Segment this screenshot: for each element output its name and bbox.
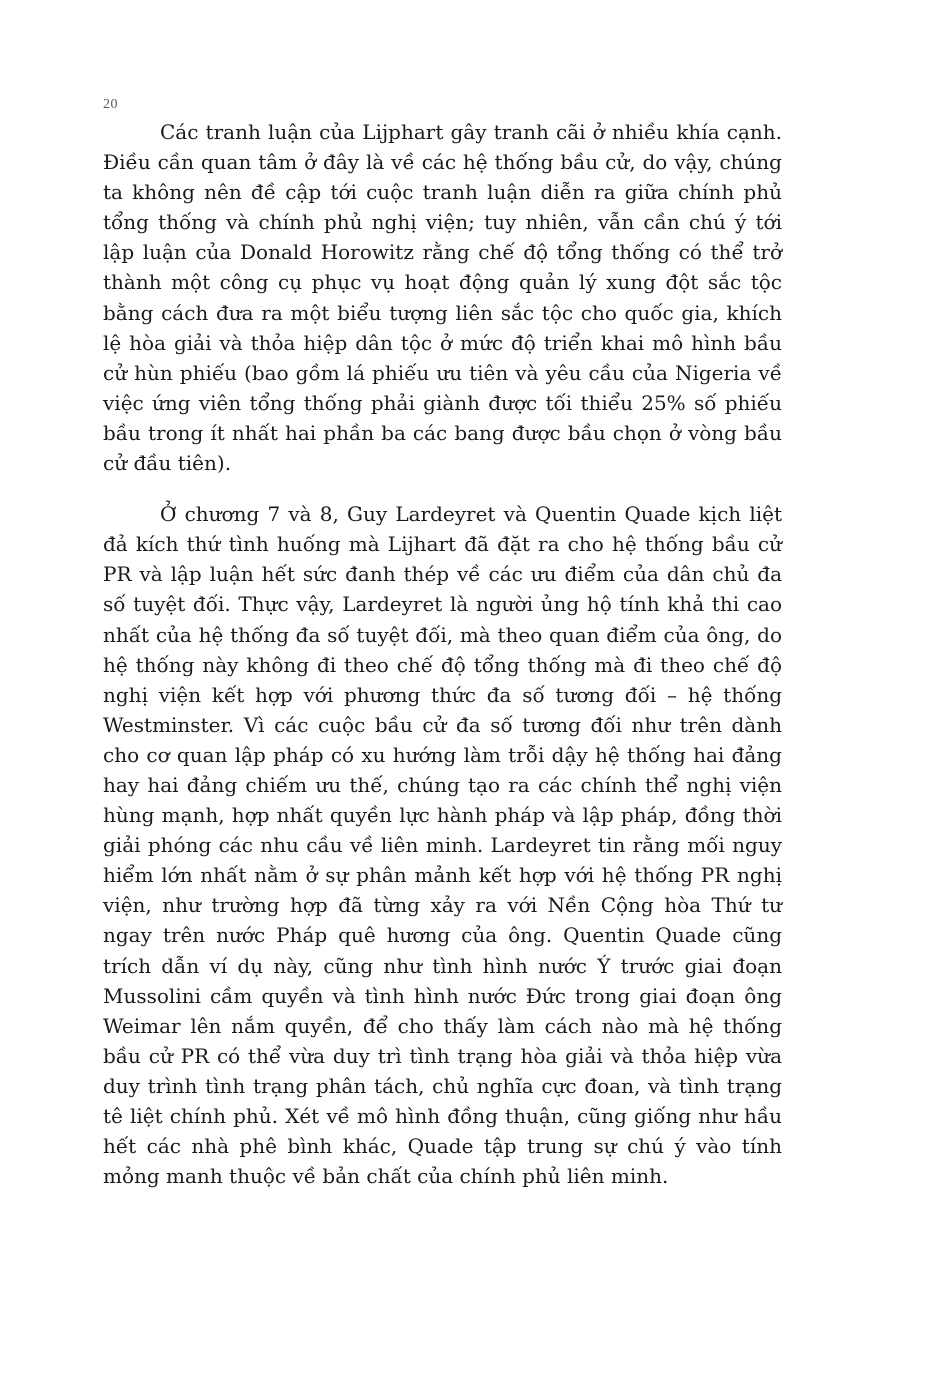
page-number: 20: [103, 97, 118, 112]
paragraph-1: Các tranh luận của Lijphart gây tranh cãi ở nhiều khía cạnh. Điều cần quan tâm ở đây là về các hệ thống bầu cử, do vậy, chúng ta không nên đề cập tới cuộc tranh luận diễn ra giữa chính phủ tổng thống và chính phủ nghị viện; tuy nhiên, vẫn cần chú ý tới lập luận của Donald Horowitz rằng chế độ tổng thống có thể trở thành một công cụ phục vụ hoạt động quản lý xung đột sắc tộc bằng cách đưa ra một biểu tượng liên sắc tộc cho quốc gia, khích lệ hòa giải và thỏa hiệp dân tộc ở mức độ triển khai mô hình bầu cử hùn phiếu (bao gồm lá phiếu ưu tiên và yêu cầu của Nigeria về việc ứng viên tổng thống phải giành được tối thiểu 25% số phiếu bầu trong ít nhất hai phần ba các bang được bầu chọn ở vòng bầu cử đầu tiên).: [103, 120, 782, 476]
paragraph-2: Ở chương 7 và 8, Guy Lardeyret và Quentin Quade kịch liệt đả kích thứ tình huống mà Lijhart đã đặt ra cho hệ thống bầu cử PR và lập luận hết sức đanh thép về các ưu điểm của dân chủ đa số tuyệt đối. Thực vậy, Lardeyret là người ủng hộ tính khả thi cao nhất của hệ thống đa số tuyệt đối, mà theo quan điểm của ông, do hệ thống này không đi theo chế độ tổng thống mà đi theo chế độ nghị viện kết hợp với phương thức đa số tương đối – hệ thống Westminster. Vì các cuộc bầu cử đa số tương đối như trên dành cho cơ quan lập pháp có xu hướng làm trỗi dậy hệ thống hai đảng hay hai đảng chiếm ưu thế, chúng tạo ra các chính thể nghị viện hùng mạnh, hợp nhất quyền lực hành pháp và lập pháp, đồng thời giải phóng các nhu cầu về liên minh. Lardeyret tin rằng mối nguy hiểm lớn nhất nằm ở sự phân mảnh kết hợp với hệ thống PR nghị viện, như trường hợp đã từng xảy ra với Nền Cộng hòa Thứ tư ngay trên nước Pháp quê hương của ông. Quentin Quade cũng trích dẫn ví dụ này, cũng như tình hình nước Ý trước giai đoạn Mussolini cầm quyền và tình hình nước Đức trong giai đoạn ông Weimar lên nắm quyền, để cho thấy làm cách nào mà hệ thống bầu cử PR có thể vừa duy trì tình trạng hòa giải và thỏa hiệp vừa duy trình tình trạng phân tách, chủ nghĩa cực đoan, và tình trạng tê liệt chính phủ. Xét về mô hình đồng thuận, cũng giống như hầu hết các nhà phê bình khác, Quade tập trung sự chú ý vào tính mỏng manh thuộc về bản chất của chính phủ liên minh.: [103, 502, 782, 1189]
body-text: [103, 117, 782, 1191]
